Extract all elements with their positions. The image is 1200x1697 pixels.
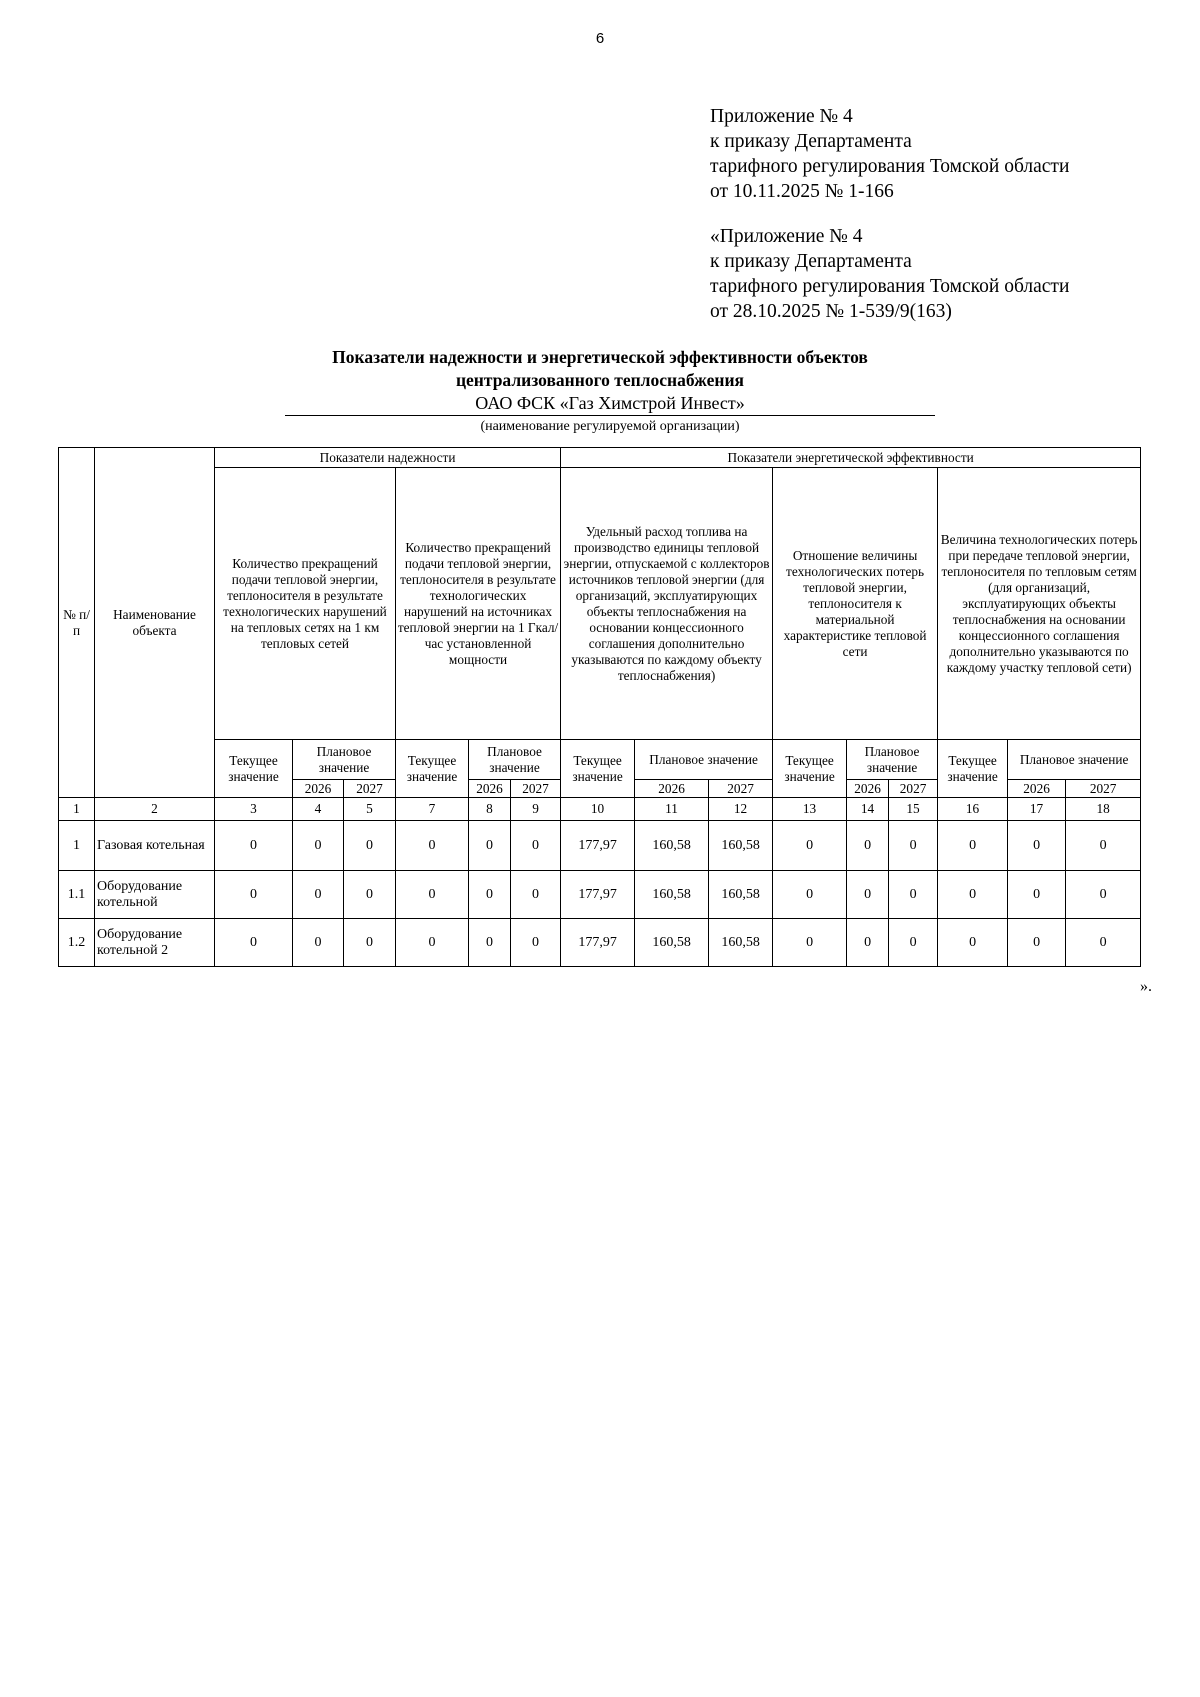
header-year: 2026 (1008, 780, 1066, 798)
cell-value: 160,58 (709, 821, 773, 871)
column-number: 17 (1008, 798, 1066, 821)
cell-value: 160,58 (709, 919, 773, 967)
row-object-name: Оборудование котельной 2 (95, 919, 215, 967)
indicators-table (58, 447, 1141, 967)
header-current: Текущее значение (396, 740, 469, 798)
cell-value: 0 (1008, 919, 1066, 967)
header-indicator-2: Количество прекращений подачи тепловой энергии, теплоносителя в результате технологических нарушений на источниках тепловой энергии на 1 Гкал/час установленной мощности (396, 468, 561, 740)
cell-value: 0 (1066, 821, 1141, 871)
cell-value: 0 (344, 919, 396, 967)
cell-value: 0 (889, 821, 938, 871)
header-year: 2026 (293, 780, 344, 798)
column-number: 9 (511, 798, 561, 821)
appendix-line: к приказу Департамента (710, 251, 912, 272)
header-planned: Плановое значение (635, 740, 773, 780)
table-header-row (59, 468, 1141, 740)
title-line: Показатели надежности и энергетической эффективности объектов (332, 347, 868, 367)
cell-value: 160,58 (635, 871, 709, 919)
row-num: 1.1 (59, 871, 95, 919)
header-current: Текущее значение (215, 740, 293, 798)
cell-value: 0 (1066, 871, 1141, 919)
cell-value: 0 (773, 821, 847, 871)
column-numbers-row (59, 798, 1141, 821)
header-indicator-3: Удельный расход топлива на производство единицы тепловой энергии, отпускаемой с коллекторов источников тепловой энергии (для организаций, эксплуатирующих объекты теплоснабжения на основании концессионного соглашения дополнительно указываются по каждому объекту теплоснабжения) (561, 468, 773, 740)
header-planned: Плановое значение (847, 740, 938, 780)
column-number: 15 (889, 798, 938, 821)
header-planned: Плановое значение (293, 740, 396, 780)
table-row (59, 821, 1141, 871)
cell-value: 0 (1008, 821, 1066, 871)
column-number: 8 (469, 798, 511, 821)
appendix-block-previous (710, 224, 1069, 324)
organization-name: ОАО ФСК «Газ Химстрой Инвест» (285, 393, 935, 416)
cell-value: 177,97 (561, 871, 635, 919)
organization-caption: (наименование регулируемой организации) (480, 419, 740, 434)
header-current: Текущее значение (938, 740, 1008, 798)
cell-value: 0 (847, 821, 889, 871)
header-year: 2026 (469, 780, 511, 798)
column-number: 1 (59, 798, 95, 821)
cell-value: 0 (938, 871, 1008, 919)
header-year: 2026 (847, 780, 889, 798)
header-year: 2027 (1066, 780, 1141, 798)
cell-value: 0 (293, 821, 344, 871)
cell-value: 0 (396, 821, 469, 871)
appendix-block-current (710, 104, 1069, 204)
header-current: Текущее значение (773, 740, 847, 798)
appendix-line: тарифного регулирования Томской области (710, 156, 1070, 177)
cell-value: 0 (511, 871, 561, 919)
header-reliability-group: Показатели надежности (215, 448, 561, 468)
cell-value: 177,97 (561, 821, 635, 871)
cell-value: 0 (938, 821, 1008, 871)
cell-value: 0 (1066, 919, 1141, 967)
table-header-row (59, 448, 1141, 468)
page-number: 6 (595, 30, 605, 47)
document-title (0, 346, 1200, 392)
table-row (59, 919, 1141, 967)
cell-value: 0 (889, 871, 938, 919)
header-num: № п/п (59, 448, 95, 798)
column-number: 12 (709, 798, 773, 821)
cell-value: 177,97 (561, 919, 635, 967)
cell-value: 0 (847, 919, 889, 967)
appendix-line: «Приложение № 4 (710, 226, 863, 247)
cell-value: 160,58 (635, 919, 709, 967)
cell-value: 0 (293, 871, 344, 919)
column-number: 7 (396, 798, 469, 821)
cell-value: 0 (773, 919, 847, 967)
appendix-line: от 28.10.2025 № 1-539/9(163) (710, 301, 952, 322)
cell-value: 160,58 (635, 821, 709, 871)
appendix-line: к приказу Департамента (710, 131, 912, 152)
header-year: 2026 (635, 780, 709, 798)
header-indicator-5: Величина технологических потерь при передаче тепловой энергии, теплоносителя по тепловым сетям (для организаций, эксплуатирующих объекты теплоснабжения на основании концессионного соглашения дополнительно указываются по каждому участку тепловой сети) (938, 468, 1141, 740)
appendix-line: от 10.11.2025 № 1-166 (710, 181, 894, 202)
header-year: 2027 (511, 780, 561, 798)
cell-value: 0 (889, 919, 938, 967)
row-num: 1.2 (59, 919, 95, 967)
cell-value: 0 (469, 871, 511, 919)
row-num: 1 (59, 821, 95, 871)
cell-value: 0 (938, 919, 1008, 967)
column-number: 2 (95, 798, 215, 821)
header-planned: Плановое значение (1008, 740, 1141, 780)
cell-value: 0 (396, 919, 469, 967)
table-row (59, 871, 1141, 919)
appendix-line: Приложение № 4 (710, 106, 853, 127)
cell-value: 0 (847, 871, 889, 919)
closing-quote-mark: ». (1140, 978, 1152, 995)
cell-value: 0 (396, 871, 469, 919)
table-header-row (59, 740, 1141, 780)
column-number: 18 (1066, 798, 1141, 821)
header-year: 2027 (889, 780, 938, 798)
header-year: 2027 (709, 780, 773, 798)
cell-value: 0 (215, 871, 293, 919)
header-planned: Плановое значение (469, 740, 561, 780)
cell-value: 0 (344, 871, 396, 919)
column-number: 13 (773, 798, 847, 821)
row-object-name: Газовая котельная (95, 821, 215, 871)
cell-value: 0 (215, 821, 293, 871)
header-current: Текущее значение (561, 740, 635, 798)
header-efficiency-group: Показатели энергетической эффективности (561, 448, 1141, 468)
column-number: 4 (293, 798, 344, 821)
row-object-name: Оборудование котельной (95, 871, 215, 919)
cell-value: 0 (293, 919, 344, 967)
header-year: 2027 (344, 780, 396, 798)
cell-value: 0 (469, 821, 511, 871)
column-number: 3 (215, 798, 293, 821)
column-number: 14 (847, 798, 889, 821)
cell-value: 0 (215, 919, 293, 967)
cell-value: 0 (469, 919, 511, 967)
cell-value: 0 (511, 821, 561, 871)
cell-value: 0 (773, 871, 847, 919)
column-number: 11 (635, 798, 709, 821)
column-number: 16 (938, 798, 1008, 821)
column-number: 5 (344, 798, 396, 821)
cell-value: 0 (1008, 871, 1066, 919)
header-indicator-1: Количество прекращений подачи тепловой энергии, теплоносителя в результате технологических нарушений на тепловых сетях на 1 км тепловых сетей (215, 468, 396, 740)
cell-value: 0 (511, 919, 561, 967)
title-line: централизованного теплоснабжения (455, 370, 745, 390)
cell-value: 160,58 (709, 871, 773, 919)
header-object-name: Наименование объекта (95, 448, 215, 798)
header-indicator-4: Отношение величины технологических потерь тепловой энергии, теплоносителя к материальной характеристике тепловой сети (773, 468, 938, 740)
cell-value: 0 (344, 821, 396, 871)
column-number: 10 (561, 798, 635, 821)
appendix-line: тарифного регулирования Томской области (710, 276, 1070, 297)
